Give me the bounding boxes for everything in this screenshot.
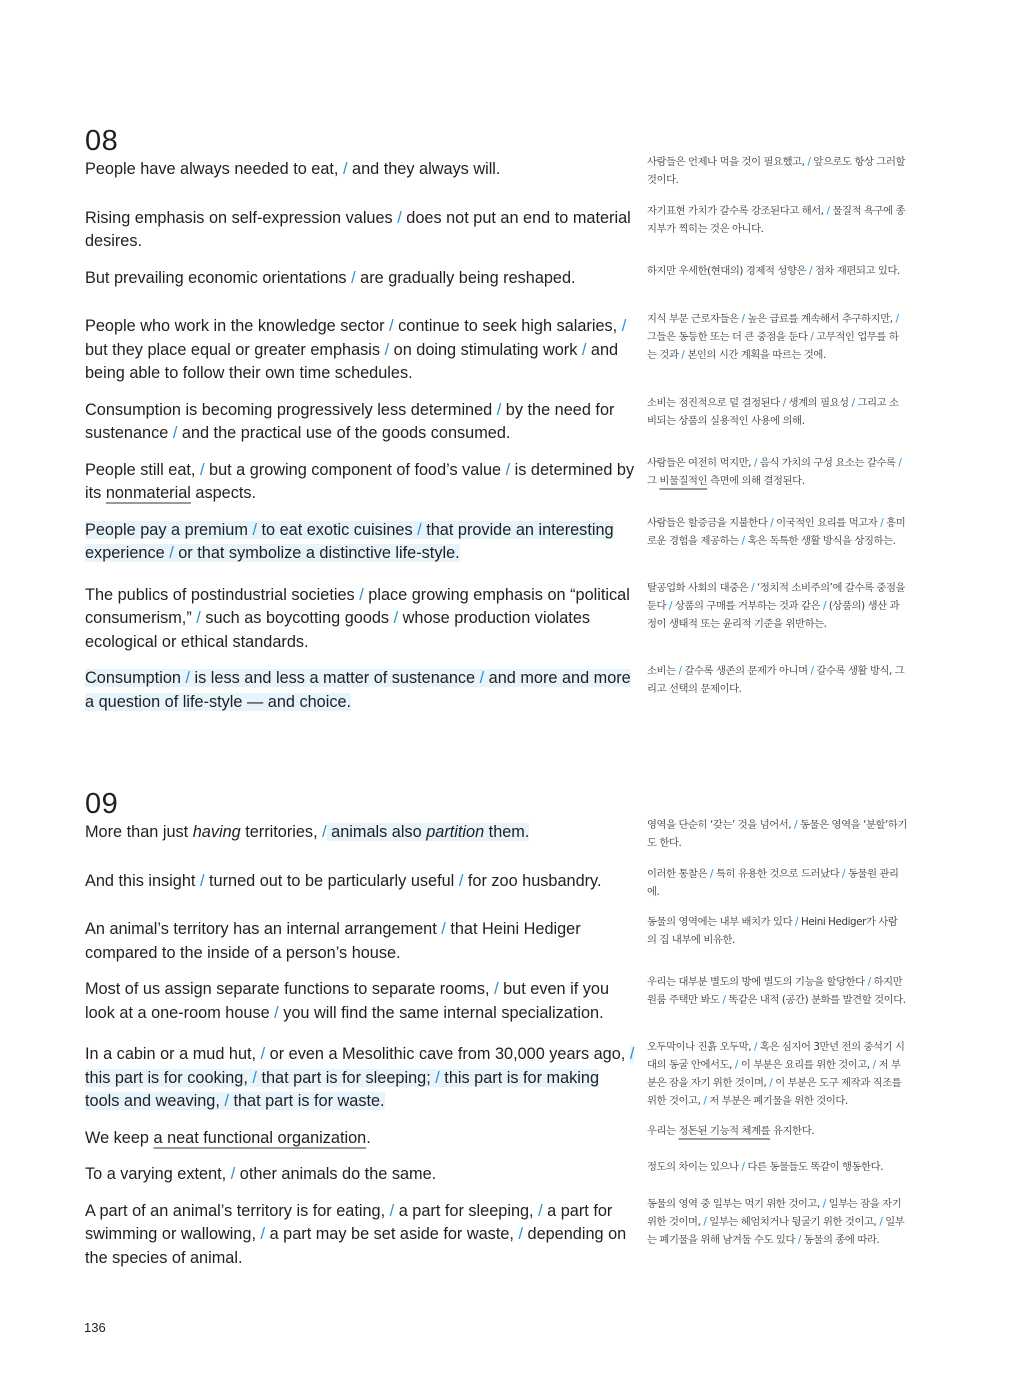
passage-number: 08 [85, 125, 119, 157]
text-chunk: are gradually being reshaped. [355, 268, 576, 287]
text-chunk: 하지만 원룸 주택만 봐도 [647, 976, 903, 1006]
korean-translation [647, 394, 907, 430]
chunk-divider-slash: / [252, 520, 257, 539]
english-sentence [85, 459, 635, 506]
text-chunk: and the practical use of the goods consumed. [177, 424, 511, 442]
text-chunk: is less and less a matter of sustenance [190, 669, 480, 687]
text-chunk: 사람들은 언제나 먹을 것이 필요했고, [647, 156, 808, 168]
english-sentence [85, 158, 635, 182]
text-chunk: 음식 가치의 구성 요소는 갈수록 [757, 456, 899, 469]
korean-translation [647, 514, 907, 550]
text-chunk: depending on the species of animal. [85, 1225, 627, 1267]
text-chunk: A part of an animal’s territory is for eating, [85, 1201, 390, 1220]
text-chunk: ‘정치적 소비주의’에 갈수록 중점을 둔다 [647, 581, 906, 612]
chunk-divider-slash: / [770, 516, 774, 529]
text-chunk: 동물원 관리에. [647, 867, 899, 898]
chunk-divider-slash: / [441, 920, 446, 938]
chunk-divider-slash: / [810, 665, 814, 677]
highlighted-chunk: that part is for sleeping; [256, 1068, 436, 1087]
english-sentence [85, 1127, 635, 1151]
highlighted-chunk: that part is for waste. [228, 1092, 385, 1110]
english-sentence [85, 584, 635, 655]
chunk-divider-slash: / [199, 460, 205, 479]
chunk-divider-slash: / [703, 1095, 707, 1107]
text-chunk: 영역을 단순히 ‘갖는’ 것을 넘어서, [647, 819, 795, 831]
text-chunk: Rising emphasis on self-expression values [85, 208, 398, 227]
sentence-row [85, 918, 915, 965]
chunk-divider-slash: / [172, 424, 178, 442]
text-chunk: 상품의 구매를 거부하는 것과 같은 [672, 599, 823, 612]
text-chunk: a part for swimming or wallowing, [85, 1201, 613, 1243]
text-chunk: In a cabin or a mud hut, [85, 1045, 261, 1063]
chunk-divider-slash: / [458, 871, 464, 890]
text-chunk: 물질적 욕구에 종지부가 찍히는 것은 아니다. [647, 204, 906, 235]
text-chunk: 사람들은 할증금을 지불한다 [647, 516, 771, 529]
text-chunk: and more and more a question of life-style — and choice. [85, 669, 631, 711]
passage-section-09 [85, 789, 915, 1283]
text-chunk: and they always will. [347, 160, 501, 178]
chunk-divider-slash: / [621, 317, 627, 335]
text-chunk: does not put an end to material desires. [85, 208, 631, 250]
chunk-divider-slash: / [808, 264, 813, 277]
text-chunk: 흥미로운 경험을 제공하는 [647, 516, 906, 547]
korean-translation [647, 865, 907, 901]
text-chunk: 소비는 [647, 665, 679, 677]
english-sentence [85, 1163, 635, 1187]
text-chunk: 오두막이나 진흙 오두막, [647, 1041, 754, 1053]
chunk-divider-slash: / [703, 1215, 707, 1228]
text-chunk: a part may be set aside for waste, [265, 1225, 519, 1243]
highlighted-chunk: animals also [326, 823, 427, 841]
chunk-divider-slash: / [496, 400, 502, 419]
text-chunk: 이국적인 요리를 먹고자 [773, 516, 881, 529]
text-chunk: Consumption is becoming progressively less determined [85, 400, 497, 419]
text-chunk: continue to seek high salaries, [393, 317, 622, 335]
chunk-divider-slash: / [678, 665, 682, 677]
chunk-divider-slash: / [224, 1092, 229, 1110]
chunk-divider-slash: / [397, 208, 402, 227]
korean-translation [647, 310, 907, 364]
chunk-divider-slash: / [822, 1197, 826, 1210]
korean-translation [647, 816, 907, 852]
text-chunk: Consumption [85, 669, 186, 687]
chunk-divider-slash: / [822, 599, 827, 612]
text-chunk: 고무적인 업무를 하는 것과 [647, 331, 899, 361]
korean-translation [647, 454, 907, 490]
text-chunk: a part for sleeping, [394, 1201, 539, 1220]
chunk-divider-slash: / [260, 1225, 266, 1243]
chunk-divider-slash: / [384, 340, 390, 359]
passage-number: 09 [85, 788, 119, 820]
chunk-divider-slash: / [393, 609, 399, 627]
english-sentence [85, 821, 635, 845]
text-chunk: 점차 재편되고 있다. [812, 264, 900, 277]
text-chunk: 자기표현 가치가 갈수록 강조된다고 해서, [647, 204, 827, 217]
text-chunk: 갈수록 생활 방식, 그리고 선택의 문제이다. [647, 665, 905, 695]
text-chunk: An animal’s territory has an internal arrangement [85, 920, 442, 938]
text-chunk: 하지만 우세한(현대의) 경제적 성향은 [647, 264, 809, 277]
text-chunk: Most of us assign separate functions to separate rooms, [85, 980, 495, 998]
text-chunk: 동물의 영역 중 일부는 먹기 위한 것이고, [647, 1197, 823, 1210]
chunk-divider-slash: / [741, 313, 745, 325]
highlighted-chunk: this part is for making tools and weaving, [85, 1068, 600, 1110]
highlighted-chunk: them. [484, 823, 530, 841]
text-chunk: 높은 급료를 계속해서 추구하지만, [744, 313, 896, 325]
sentence-row [85, 667, 915, 714]
chunk-divider-slash: / [734, 1059, 738, 1071]
chunk-divider-slash: / [741, 534, 745, 547]
chunk-divider-slash: / [880, 516, 884, 529]
text-chunk: People who work in the knowledge sector [85, 317, 390, 335]
italic-emphasis: having [192, 823, 241, 841]
chunk-divider-slash: / [185, 669, 190, 687]
korean-translation [647, 662, 907, 698]
text-chunk: is determined by its [85, 460, 635, 502]
sentence-row [85, 1163, 915, 1187]
english-sentence [85, 1043, 635, 1114]
sentence-row [85, 581, 915, 655]
chunk-divider-slash: / [479, 669, 485, 687]
chunk-divider-slash: / [797, 1233, 801, 1246]
chunk-divider-slash: / [389, 317, 394, 335]
text-chunk: 앞으로도 항상 그러할 것이다. [647, 156, 906, 186]
sentence-row [85, 867, 915, 898]
highlighted-chunk: this part is for cooking, [85, 1068, 253, 1087]
text-chunk: 일부는 폐기물을 위해 남겨둘 수도 있다 [647, 1215, 905, 1246]
chunk-divider-slash: / [359, 585, 364, 604]
sentence-row [85, 315, 915, 386]
english-sentence [85, 978, 635, 1025]
english-sentence [85, 267, 635, 291]
chunk-divider-slash: / [872, 1059, 876, 1071]
chunk-divider-slash: / [795, 916, 799, 928]
chunk-divider-slash: / [722, 994, 726, 1006]
chunk-divider-slash: / [807, 156, 811, 168]
sentence-row [85, 156, 915, 186]
page-number: 136 [84, 1320, 106, 1335]
chunk-divider-slash: / [879, 1215, 883, 1228]
text-chunk: or even a Mesolithic cave from 30,000 years ago, [265, 1045, 630, 1063]
sentence-row [85, 1124, 915, 1151]
text-chunk: 저 부분은 잠을 자기 위한 것이며, [647, 1059, 901, 1089]
chunk-divider-slash: / [751, 581, 755, 594]
korean-translation [647, 579, 907, 633]
korean-translation [647, 913, 907, 949]
text-chunk: People have always needed to eat, [85, 160, 343, 178]
text-chunk: territories, [240, 823, 323, 841]
chunk-divider-slash: / [494, 980, 499, 998]
chunk-divider-slash: / [199, 871, 205, 890]
chunk-divider-slash: / [810, 331, 814, 343]
sentence-row [85, 1043, 915, 1114]
text-chunk: 동물의 종에 따라. [800, 1233, 880, 1246]
text-chunk: The publics of postindustrial societies [85, 585, 360, 604]
chunk-divider-slash: / [710, 867, 714, 880]
underlined-phrase: 비물질적인 [659, 474, 708, 487]
chunk-divider-slash: / [342, 160, 348, 178]
text-chunk: 그리고 소비되는 상품의 실용적인 사용에 의해. [647, 396, 899, 427]
text-chunk: 동물은 영역을 ‘분할’하기도 한다. [647, 819, 908, 849]
text-chunk: . [366, 1128, 371, 1147]
text-chunk: but a growing component of food’s value [204, 460, 506, 479]
chunk-divider-slash: / [681, 349, 685, 361]
text-chunk: 탈공업화 사회의 대중은 [647, 581, 752, 594]
text-chunk: 동물의 영역에는 내부 배치가 있다 [647, 916, 796, 928]
text-chunk: And this insight [85, 871, 200, 890]
text-chunk: 혹은 심지어 3만년 전의 중석기 시대의 동굴 안에서도, [647, 1041, 905, 1071]
english-sentence [85, 207, 635, 254]
chunk-divider-slash: / [230, 1165, 236, 1183]
chunk-divider-slash: / [581, 340, 587, 359]
text-chunk: 다른 동물들도 똑같이 행동한다. [744, 1161, 884, 1173]
text-chunk: by the need for sustenance [85, 400, 615, 442]
sentence-list [85, 158, 915, 714]
text-chunk: 우리는 [647, 1124, 679, 1137]
english-sentence [85, 1200, 635, 1271]
text-chunk: More than just [85, 823, 193, 841]
text-chunk: 그 [647, 474, 660, 487]
korean-translation [647, 1195, 907, 1249]
sentence-row [85, 264, 915, 291]
text-chunk: 측면에 의해 결정된다. [707, 474, 805, 487]
text-chunk: 혹은 독특한 생활 방식을 상징하는. [744, 534, 896, 547]
chunk-divider-slash: / [741, 1161, 745, 1173]
chunk-divider-slash: / [435, 1068, 440, 1087]
text-chunk: 본인의 시간 계획을 따르는 것에. [684, 349, 826, 361]
text-chunk: 일부는 잠을 자기 위한 것이며, [647, 1197, 902, 1228]
sentence-row [85, 204, 915, 254]
chunk-divider-slash: / [417, 520, 422, 539]
text-chunk: you will find the same internal specialization. [278, 1003, 604, 1022]
underlined-phrase: nonmaterial [105, 484, 191, 502]
text-chunk: 지식 부문 근로자들은 [647, 313, 742, 325]
text-chunk: To a varying extent, [85, 1165, 231, 1183]
chunk-divider-slash: / [769, 1077, 773, 1089]
english-sentence [85, 519, 635, 566]
text-chunk: turned out to be particularly useful [204, 871, 459, 890]
text-chunk: aspects. [190, 484, 257, 502]
chunk-divider-slash: / [826, 204, 830, 217]
english-sentence [85, 399, 635, 446]
text-chunk: (상품의) 생산 과정이 생태적 또는 윤리적 기준을 위반하는. [647, 599, 900, 630]
text-chunk: place growing emphasis on “political consumerism,” [85, 585, 630, 627]
text-chunk: 정도의 차이는 있으나 [647, 1161, 742, 1173]
text-chunk: and being able to follow their own time schedules. [85, 340, 619, 382]
chunk-divider-slash: / [895, 313, 899, 325]
text-chunk: 이러한 통찰은 [647, 867, 711, 880]
chunk-divider-slash: / [389, 1201, 395, 1220]
chunk-divider-slash: / [782, 396, 786, 409]
sentence-row [85, 456, 915, 506]
sentence-row [85, 516, 915, 566]
chunk-divider-slash: / [351, 268, 356, 287]
korean-translation [647, 1158, 907, 1176]
text-chunk: We keep [85, 1128, 154, 1147]
text-chunk: 우리는 대부분 별도의 방에 별도의 기능을 할당한다 [647, 976, 868, 988]
chunk-divider-slash: / [753, 456, 758, 469]
text-chunk: 저 부분은 폐기물을 위한 것이다. [706, 1095, 848, 1107]
chunk-divider-slash: / [518, 1225, 523, 1243]
english-sentence [85, 918, 635, 965]
text-chunk: that Heini Hediger compared to the inside of a person’s house. [85, 920, 581, 962]
sentence-list [85, 821, 915, 1270]
korean-translation [647, 202, 907, 238]
text-chunk: 생계의 필요성 [785, 396, 852, 409]
text-chunk: but even if you look at a one-room house [85, 980, 610, 1022]
chunk-divider-slash: / [260, 1045, 266, 1063]
chunk-divider-slash: / [169, 544, 174, 562]
english-sentence [85, 667, 635, 714]
text-chunk: 사람들은 여전히 먹지만, [647, 456, 754, 469]
sentence-row [85, 1197, 915, 1271]
chunk-divider-slash: / [252, 1068, 257, 1087]
chunk-divider-slash: / [898, 456, 902, 469]
sentence-row [85, 396, 915, 446]
chunk-divider-slash: / [842, 867, 846, 880]
chunk-divider-slash: / [538, 1201, 543, 1220]
english-sentence [85, 315, 635, 386]
chunk-divider-slash: / [794, 819, 798, 831]
chunk-divider-slash: / [867, 976, 871, 988]
underlined-phrase: a neat functional organization [153, 1128, 367, 1147]
korean-translation [647, 262, 907, 280]
text-chunk: People still eat, [85, 460, 200, 479]
chunk-divider-slash: / [668, 599, 673, 612]
korean-translation [647, 973, 907, 1009]
korean-translation [647, 1122, 907, 1140]
text-chunk: for zoo husbandry. [463, 871, 602, 890]
chunk-divider-slash: / [322, 823, 327, 841]
chunk-divider-slash: / [274, 1003, 279, 1022]
underlined-phrase: 정돈된 기능적 체계를 [678, 1124, 771, 1137]
text-chunk: on doing stimulating work [389, 340, 582, 359]
text-chunk: Heini Hediger가 사람의 집 내부에 비유한. [647, 916, 898, 946]
text-chunk: People pay a premium [85, 520, 253, 539]
korean-translation [647, 1038, 907, 1110]
text-chunk: 그들은 동등한 또는 더 큰 중점을 둔다 [647, 331, 811, 343]
text-chunk: other animals do the same. [235, 1165, 437, 1183]
text-chunk: whose production violates ecological or ethical standards. [85, 609, 591, 651]
text-chunk: 소비는 점진적으로 덜 결정된다 [647, 396, 783, 409]
chunk-divider-slash: / [753, 1041, 758, 1053]
text-chunk: or that symbolize a distinctive life-style. [173, 544, 460, 562]
text-chunk: that provide an interesting experience [85, 520, 614, 562]
chunk-divider-slash: / [196, 609, 201, 627]
text-chunk: to eat exotic cuisines [256, 520, 418, 539]
text-chunk: But prevailing economic orientations [85, 268, 352, 287]
chunk-divider-slash: / [629, 1045, 635, 1063]
text-chunk: 유지한다. [770, 1124, 815, 1137]
text-chunk: 똑같은 내적 (공간) 분화를 발견할 것이다. [725, 994, 906, 1006]
chunk-divider-slash: / [851, 396, 855, 409]
text-chunk: 일부는 헤엄치거나 뒹굴기 위한 것이고, [706, 1215, 880, 1228]
english-sentence [85, 870, 635, 894]
text-chunk: 이 부분은 요리를 위한 것이고, [737, 1059, 873, 1071]
korean-translation [647, 153, 907, 189]
text-chunk: 갈수록 생존의 문제가 아니며 [681, 665, 811, 677]
text-chunk: such as boycotting goods [200, 609, 394, 627]
chunk-divider-slash: / [505, 460, 511, 479]
sentence-row [85, 819, 915, 849]
sentence-row [85, 978, 915, 1025]
text-chunk: 이 부분은 도구 제작과 직조를 위한 것이고, [647, 1077, 902, 1107]
italic-emphasis: partition [426, 823, 485, 841]
text-chunk: but they place equal or greater emphasis [85, 340, 385, 359]
passage-section-08 [85, 126, 915, 727]
text-chunk: 특히 유용한 것으로 드러났다 [713, 867, 843, 880]
